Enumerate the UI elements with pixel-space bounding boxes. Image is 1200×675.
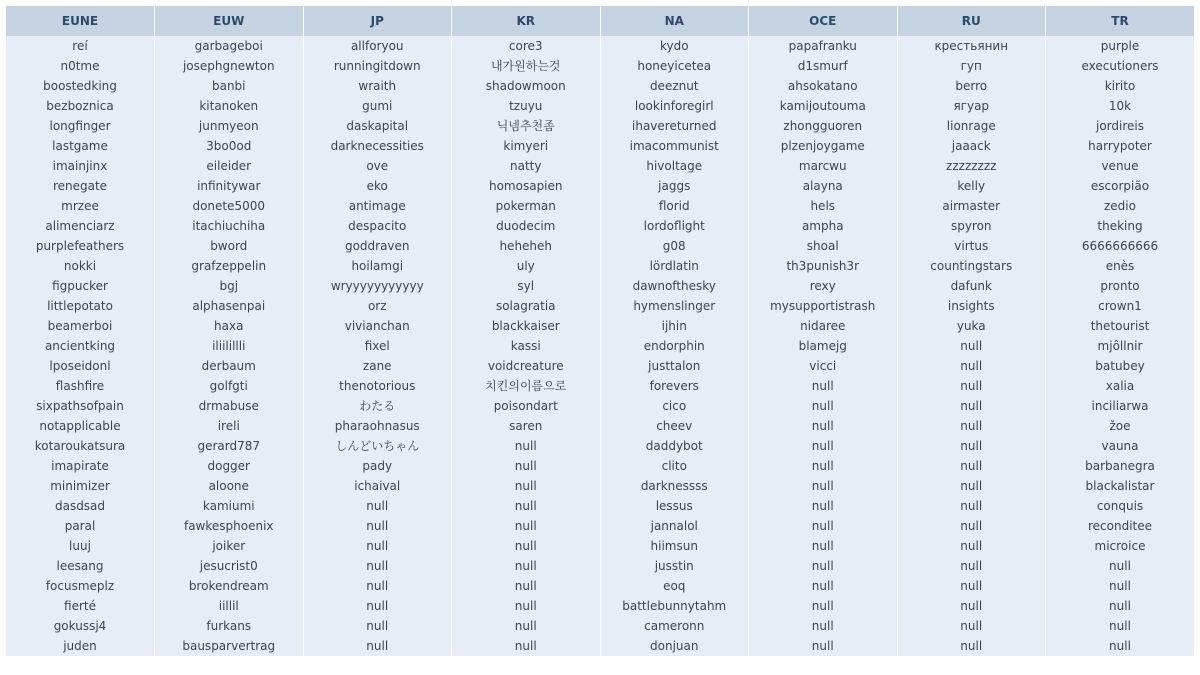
table-cell-jp: runningitdown	[303, 56, 452, 76]
table-cell-jp: pady	[303, 456, 452, 476]
table-row	[6, 176, 1194, 196]
table-cell-na: jusstin	[600, 556, 749, 576]
table-cell-euw: jesucrist0	[155, 556, 304, 576]
table-cell-tr: conquis	[1046, 496, 1195, 516]
table-cell-oce: marcwu	[749, 156, 898, 176]
table-cell-euw: bword	[155, 236, 304, 256]
table-cell-eune: fierté	[6, 596, 155, 616]
table-cell-tr: barbanegra	[1046, 456, 1195, 476]
table-cell-kr: null	[452, 556, 601, 576]
table-cell-oce: th3punish3r	[749, 256, 898, 276]
table-row	[6, 36, 1194, 56]
table-row	[6, 516, 1194, 536]
table-cell-eune: gokussj4	[6, 616, 155, 636]
table-cell-jp: thenotorious	[303, 376, 452, 396]
table-cell-kr: saren	[452, 416, 601, 436]
table-cell-eune: beamerboi	[6, 316, 155, 336]
table-row	[6, 496, 1194, 516]
table-cell-eune: nokki	[6, 256, 155, 276]
table-cell-ru: null	[897, 516, 1046, 536]
table-cell-jp: しんどいちゃん	[303, 436, 452, 456]
table-cell-euw: eileider	[155, 156, 304, 176]
table-cell-kr: null	[452, 536, 601, 556]
table-row	[6, 336, 1194, 356]
table-row	[6, 476, 1194, 496]
table-row	[6, 396, 1194, 416]
table-cell-kr: null	[452, 616, 601, 636]
table-cell-jp: vivianchan	[303, 316, 452, 336]
table-cell-eune: imapirate	[6, 456, 155, 476]
table-cell-ru: null	[897, 376, 1046, 396]
table-row	[6, 56, 1194, 76]
table-cell-euw: joiker	[155, 536, 304, 556]
table-cell-euw: brokendream	[155, 576, 304, 596]
table-cell-eune: reí	[6, 36, 155, 56]
table-cell-jp: null	[303, 536, 452, 556]
table-row	[6, 596, 1194, 616]
names-table-container	[6, 6, 1194, 656]
table-cell-eune: notapplicable	[6, 416, 155, 436]
table-cell-euw: josephgnewton	[155, 56, 304, 76]
table-cell-tr: microice	[1046, 536, 1195, 556]
table-cell-jp: daskapital	[303, 116, 452, 136]
table-row	[6, 216, 1194, 236]
table-cell-tr: executioners	[1046, 56, 1195, 76]
column-header-kr: KR	[452, 6, 601, 36]
table-cell-euw: junmyeon	[155, 116, 304, 136]
table-cell-na: hymenslinger	[600, 296, 749, 316]
table-cell-jp: null	[303, 616, 452, 636]
table-cell-tr: null	[1046, 596, 1195, 616]
table-cell-eune: bezboznica	[6, 96, 155, 116]
table-cell-kr: null	[452, 436, 601, 456]
table-cell-kr: null	[452, 636, 601, 656]
table-cell-ru: null	[897, 396, 1046, 416]
table-cell-oce: papafranku	[749, 36, 898, 56]
table-cell-jp: zane	[303, 356, 452, 376]
table-cell-jp: despacito	[303, 216, 452, 236]
table-cell-eune: luuj	[6, 536, 155, 556]
table-cell-jp: null	[303, 636, 452, 656]
table-cell-oce: kamijoutouma	[749, 96, 898, 116]
table-cell-euw: garbageboi	[155, 36, 304, 56]
table-cell-oce: hels	[749, 196, 898, 216]
table-cell-jp: wryyyyyyyyyyy	[303, 276, 452, 296]
table-cell-tr: reconditee	[1046, 516, 1195, 536]
table-cell-euw: iliilillli	[155, 336, 304, 356]
table-cell-euw: haxa	[155, 316, 304, 336]
table-cell-ru: ягуар	[897, 96, 1046, 116]
table-cell-na: forevers	[600, 376, 749, 396]
table-cell-oce: null	[749, 616, 898, 636]
table-cell-eune: boostedking	[6, 76, 155, 96]
table-row	[6, 556, 1194, 576]
table-row	[6, 356, 1194, 376]
table-cell-kr: poisondart	[452, 396, 601, 416]
table-cell-oce: null	[749, 476, 898, 496]
table-cell-jp: ichaival	[303, 476, 452, 496]
table-cell-kr: voidcreature	[452, 356, 601, 376]
table-cell-kr: null	[452, 596, 601, 616]
table-cell-oce: null	[749, 636, 898, 656]
table-cell-tr: escorpião	[1046, 176, 1195, 196]
column-header-ru: RU	[897, 6, 1046, 36]
table-cell-ru: insights	[897, 296, 1046, 316]
table-cell-oce: blamejg	[749, 336, 898, 356]
table-cell-jp: null	[303, 596, 452, 616]
table-cell-ru: null	[897, 576, 1046, 596]
table-cell-na: jannalol	[600, 516, 749, 536]
table-cell-na: jaggs	[600, 176, 749, 196]
table-cell-ru: virtus	[897, 236, 1046, 256]
table-cell-tr: zedio	[1046, 196, 1195, 216]
table-cell-ru: jaaack	[897, 136, 1046, 156]
table-cell-oce: shoal	[749, 236, 898, 256]
table-cell-na: deeznut	[600, 76, 749, 96]
table-cell-na: honeyicetea	[600, 56, 749, 76]
table-cell-tr: theking	[1046, 216, 1195, 236]
table-cell-eune: juden	[6, 636, 155, 656]
table-cell-oce: null	[749, 396, 898, 416]
table-cell-jp: antimage	[303, 196, 452, 216]
table-cell-eune: paral	[6, 516, 155, 536]
table-cell-kr: kassi	[452, 336, 601, 356]
table-cell-euw: iillil	[155, 596, 304, 616]
table-cell-kr: syl	[452, 276, 601, 296]
table-cell-na: imacommunist	[600, 136, 749, 156]
table-cell-kr: 치킨의이름으로	[452, 376, 601, 396]
table-cell-eune: lposeidonl	[6, 356, 155, 376]
table-row	[6, 536, 1194, 556]
table-cell-euw: aloone	[155, 476, 304, 496]
table-row	[6, 616, 1194, 636]
table-row	[6, 456, 1194, 476]
table-cell-jp: null	[303, 496, 452, 516]
table-cell-euw: fawkesphoenix	[155, 516, 304, 536]
table-cell-tr: harrypoter	[1046, 136, 1195, 156]
table-cell-tr: pronto	[1046, 276, 1195, 296]
table-cell-kr: homosapien	[452, 176, 601, 196]
table-row	[6, 136, 1194, 156]
table-cell-ru: null	[897, 536, 1046, 556]
table-row	[6, 376, 1194, 396]
table-cell-oce: vicci	[749, 356, 898, 376]
table-cell-kr: solagratia	[452, 296, 601, 316]
table-cell-eune: alimenciarz	[6, 216, 155, 236]
table-cell-na: lördlatin	[600, 256, 749, 276]
table-cell-tr: jordireis	[1046, 116, 1195, 136]
column-header-oce: OCE	[749, 6, 898, 36]
table-cell-euw: donete5000	[155, 196, 304, 216]
table-cell-oce: d1smurf	[749, 56, 898, 76]
table-cell-eune: imainjinx	[6, 156, 155, 176]
table-cell-oce: nidaree	[749, 316, 898, 336]
table-cell-ru: null	[897, 496, 1046, 516]
table-cell-jp: null	[303, 576, 452, 596]
table-cell-oce: null	[749, 556, 898, 576]
table-cell-kr: core3	[452, 36, 601, 56]
table-cell-kr: null	[452, 476, 601, 496]
table-cell-tr: null	[1046, 556, 1195, 576]
table-cell-eune: renegate	[6, 176, 155, 196]
table-cell-oce: zhongguoren	[749, 116, 898, 136]
table-cell-ru: null	[897, 636, 1046, 656]
table-cell-ru: null	[897, 616, 1046, 636]
table-cell-kr: blackkaiser	[452, 316, 601, 336]
table-cell-euw: gerard787	[155, 436, 304, 456]
table-cell-euw: alphasenpai	[155, 296, 304, 316]
table-cell-jp: orz	[303, 296, 452, 316]
table-row	[6, 636, 1194, 656]
table-row	[6, 96, 1194, 116]
table-cell-tr: batubey	[1046, 356, 1195, 376]
table-cell-eune: mrzee	[6, 196, 155, 216]
table-cell-oce: alayna	[749, 176, 898, 196]
table-cell-euw: dogger	[155, 456, 304, 476]
table-cell-ru: lionrage	[897, 116, 1046, 136]
table-body	[6, 36, 1194, 656]
table-cell-kr: natty	[452, 156, 601, 176]
table-cell-eune: flashfire	[6, 376, 155, 396]
table-cell-euw: itachiuchiha	[155, 216, 304, 236]
table-cell-euw: derbaum	[155, 356, 304, 376]
table-cell-euw: kamiumi	[155, 496, 304, 516]
table-cell-na: darknessss	[600, 476, 749, 496]
column-header-na: NA	[600, 6, 749, 36]
table-cell-euw: kitanoken	[155, 96, 304, 116]
table-cell-tr: enès	[1046, 256, 1195, 276]
table-cell-tr: null	[1046, 616, 1195, 636]
table-cell-ru: null	[897, 476, 1046, 496]
table-cell-oce: ahsokatano	[749, 76, 898, 96]
table-cell-ru: spyron	[897, 216, 1046, 236]
column-header-eune: EUNE	[6, 6, 155, 36]
table-cell-na: ijhin	[600, 316, 749, 336]
table-cell-oce: mysupportistrash	[749, 296, 898, 316]
table-cell-na: lessus	[600, 496, 749, 516]
table-row	[6, 296, 1194, 316]
table-cell-na: lookinforegirl	[600, 96, 749, 116]
table-cell-oce: null	[749, 436, 898, 456]
table-cell-tr: blackalistar	[1046, 476, 1195, 496]
table-cell-kr: shadowmoon	[452, 76, 601, 96]
table-cell-eune: dasdsad	[6, 496, 155, 516]
table-cell-oce: null	[749, 596, 898, 616]
table-cell-oce: ampha	[749, 216, 898, 236]
table-cell-na: clito	[600, 456, 749, 476]
table-row	[6, 576, 1194, 596]
table-cell-eune: sixpathsofpain	[6, 396, 155, 416]
names-table	[6, 6, 1194, 656]
table-cell-na: daddybot	[600, 436, 749, 456]
table-cell-na: cico	[600, 396, 749, 416]
table-cell-ru: null	[897, 596, 1046, 616]
table-cell-jp: null	[303, 516, 452, 536]
table-cell-na: florid	[600, 196, 749, 216]
table-cell-tr: null	[1046, 636, 1195, 656]
table-row	[6, 416, 1194, 436]
table-cell-kr: null	[452, 516, 601, 536]
table-cell-na: hivoltage	[600, 156, 749, 176]
table-cell-euw: grafzeppelin	[155, 256, 304, 276]
table-cell-eune: ancientking	[6, 336, 155, 356]
table-row	[6, 116, 1194, 136]
table-cell-na: eoq	[600, 576, 749, 596]
table-cell-oce: null	[749, 576, 898, 596]
table-cell-kr: uly	[452, 256, 601, 276]
table-row	[6, 256, 1194, 276]
table-row	[6, 436, 1194, 456]
table-cell-kr: 닉넴추천좀	[452, 116, 601, 136]
table-cell-tr: crown1	[1046, 296, 1195, 316]
table-cell-oce: null	[749, 496, 898, 516]
table-cell-ru: null	[897, 456, 1046, 476]
table-cell-jp: hoilamgi	[303, 256, 452, 276]
table-cell-eune: n0tme	[6, 56, 155, 76]
table-cell-na: battlebunnytahm	[600, 596, 749, 616]
table-header	[6, 6, 1194, 36]
table-cell-euw: bausparvertrag	[155, 636, 304, 656]
table-cell-ru: гуп	[897, 56, 1046, 76]
table-cell-jp: わたる	[303, 396, 452, 416]
table-cell-eune: kotaroukatsura	[6, 436, 155, 456]
table-row	[6, 276, 1194, 296]
column-header-tr: TR	[1046, 6, 1195, 36]
table-cell-kr: pokerman	[452, 196, 601, 216]
table-cell-tr: 10k	[1046, 96, 1195, 116]
table-cell-kr: kimyeri	[452, 136, 601, 156]
table-cell-eune: leesang	[6, 556, 155, 576]
table-cell-ru: kelly	[897, 176, 1046, 196]
column-header-euw: EUW	[155, 6, 304, 36]
table-cell-jp: goddraven	[303, 236, 452, 256]
table-cell-na: cheev	[600, 416, 749, 436]
table-cell-eune: littlepotato	[6, 296, 155, 316]
header-row	[6, 6, 1194, 36]
table-cell-eune: lastgame	[6, 136, 155, 156]
table-cell-na: hiimsun	[600, 536, 749, 556]
table-cell-na: lordoflight	[600, 216, 749, 236]
table-cell-kr: null	[452, 496, 601, 516]
table-cell-jp: darknecessities	[303, 136, 452, 156]
table-cell-ru: null	[897, 556, 1046, 576]
table-row	[6, 316, 1194, 336]
table-cell-na: justtalon	[600, 356, 749, 376]
table-cell-oce: rexy	[749, 276, 898, 296]
table-row	[6, 196, 1194, 216]
table-cell-na: g08	[600, 236, 749, 256]
table-cell-euw: furkans	[155, 616, 304, 636]
table-cell-tr: inciliarwa	[1046, 396, 1195, 416]
table-row	[6, 76, 1194, 96]
table-cell-na: cameronn	[600, 616, 749, 636]
table-cell-jp: pharaohnasus	[303, 416, 452, 436]
table-cell-euw: bgj	[155, 276, 304, 296]
table-cell-eune: purplefeathers	[6, 236, 155, 256]
table-cell-kr: null	[452, 456, 601, 476]
table-cell-ru: zzzzzzzz	[897, 156, 1046, 176]
table-cell-tr: vauna	[1046, 436, 1195, 456]
table-cell-jp: allforyou	[303, 36, 452, 56]
table-cell-euw: ireli	[155, 416, 304, 436]
table-cell-eune: focusmeplz	[6, 576, 155, 596]
table-cell-ru: null	[897, 436, 1046, 456]
table-cell-jp: wraith	[303, 76, 452, 96]
table-cell-tr: null	[1046, 576, 1195, 596]
table-cell-ru: airmaster	[897, 196, 1046, 216]
table-cell-oce: plzenjoygame	[749, 136, 898, 156]
table-cell-kr: 내가원하는것	[452, 56, 601, 76]
table-cell-tr: venue	[1046, 156, 1195, 176]
table-cell-ru: крестьянин	[897, 36, 1046, 56]
table-cell-tr: žoe	[1046, 416, 1195, 436]
table-cell-kr: tzuyu	[452, 96, 601, 116]
table-cell-jp: ove	[303, 156, 452, 176]
table-cell-ru: countingstars	[897, 256, 1046, 276]
table-cell-ru: null	[897, 336, 1046, 356]
table-cell-oce: null	[749, 536, 898, 556]
table-cell-tr: kirito	[1046, 76, 1195, 96]
table-cell-euw: drmabuse	[155, 396, 304, 416]
table-cell-oce: null	[749, 376, 898, 396]
table-cell-oce: null	[749, 516, 898, 536]
table-cell-eune: longfinger	[6, 116, 155, 136]
table-cell-na: donjuan	[600, 636, 749, 656]
table-cell-tr: mjôllnir	[1046, 336, 1195, 356]
table-cell-ru: dafunk	[897, 276, 1046, 296]
table-cell-na: kydo	[600, 36, 749, 56]
table-cell-euw: golfgti	[155, 376, 304, 396]
table-row	[6, 236, 1194, 256]
table-cell-ru: yuka	[897, 316, 1046, 336]
table-cell-na: ihavereturned	[600, 116, 749, 136]
table-cell-euw: banbi	[155, 76, 304, 96]
table-cell-na: dawnofthesky	[600, 276, 749, 296]
table-cell-euw: 3bo0od	[155, 136, 304, 156]
table-cell-kr: heheheh	[452, 236, 601, 256]
table-cell-ru: null	[897, 416, 1046, 436]
table-cell-kr: duodecim	[452, 216, 601, 236]
column-header-jp: JP	[303, 6, 452, 36]
table-cell-tr: thetourist	[1046, 316, 1195, 336]
table-cell-jp: fixel	[303, 336, 452, 356]
table-cell-tr: xalia	[1046, 376, 1195, 396]
table-cell-tr: 6666666666	[1046, 236, 1195, 256]
table-cell-eune: figpucker	[6, 276, 155, 296]
table-cell-jp: gumi	[303, 96, 452, 116]
table-cell-jp: null	[303, 556, 452, 576]
table-cell-jp: eko	[303, 176, 452, 196]
table-cell-ru: berro	[897, 76, 1046, 96]
table-cell-kr: null	[452, 576, 601, 596]
table-cell-na: endorphin	[600, 336, 749, 356]
table-cell-tr: purple	[1046, 36, 1195, 56]
table-cell-oce: null	[749, 456, 898, 476]
table-cell-euw: infinitywar	[155, 176, 304, 196]
table-row	[6, 156, 1194, 176]
table-cell-eune: minimizer	[6, 476, 155, 496]
table-cell-ru: null	[897, 356, 1046, 376]
table-cell-oce: null	[749, 416, 898, 436]
